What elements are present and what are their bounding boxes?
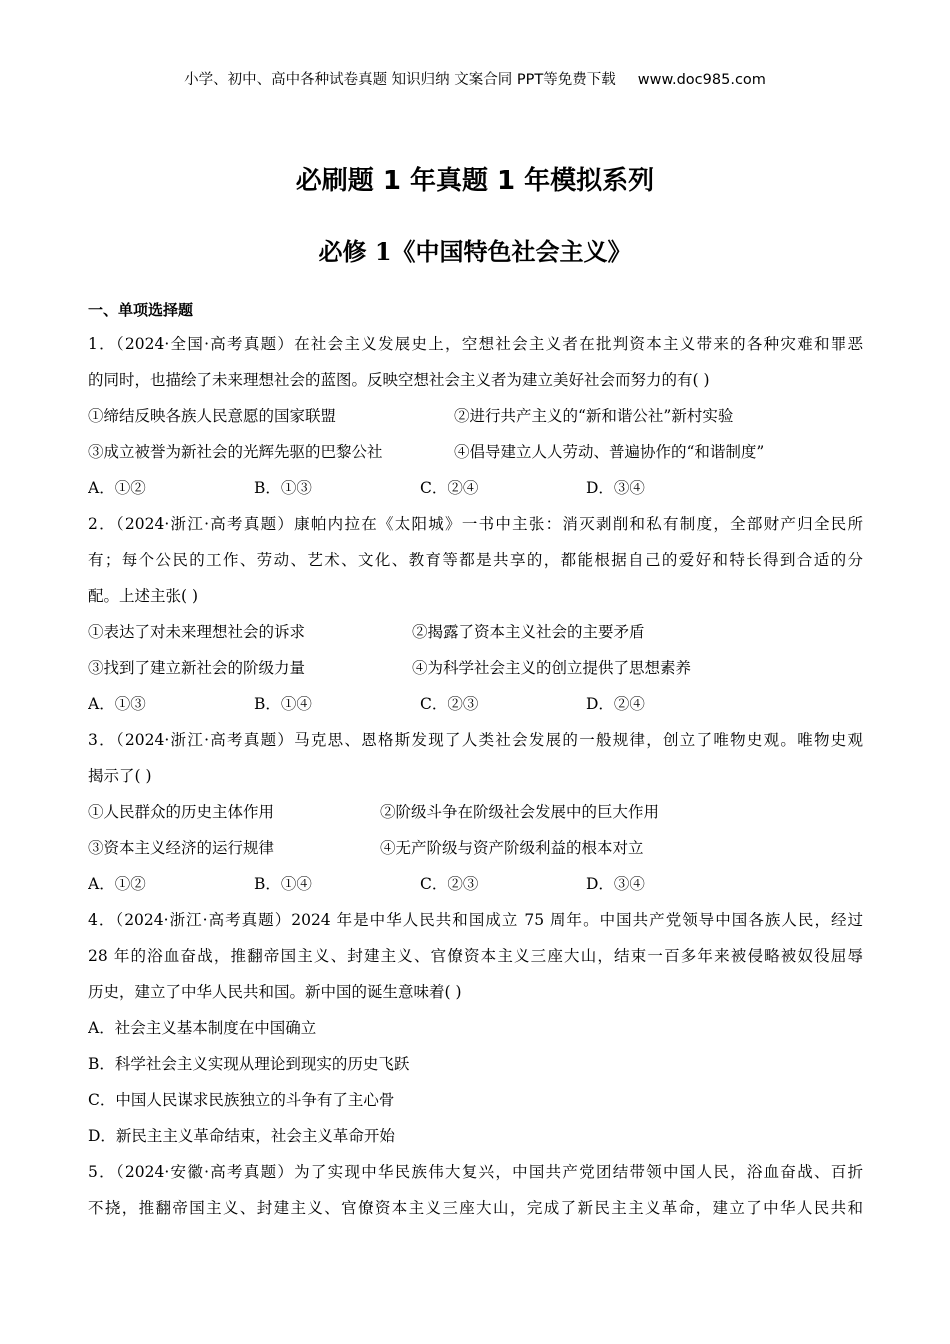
answer-choice-b[interactable]: B．①④ <box>254 695 312 713</box>
answer-choice-d[interactable]: D．②④ <box>586 695 645 713</box>
statement-option: ②进行共产主义的“新和谐公社”新村实验 <box>454 407 734 425</box>
answer-row <box>88 470 863 506</box>
page-title: 必刷题 1 年真题 1 年模拟系列 <box>295 166 655 196</box>
page-header <box>0 68 950 89</box>
question-stem-line: 28 年的浴血奋战，推翻帝国主义、封建主义、官僚资本主义三座大山，结束一百多年来被侵略被奴役屈辱 <box>88 947 863 965</box>
page-subtitle: 必修 1《中国特色社会主义》 <box>318 237 632 266</box>
answer-choice-d[interactable]: D．新民主主义革命结束，社会主义革命开始 <box>88 1127 395 1145</box>
header-site-link[interactable]: www.doc985.com <box>637 72 766 88</box>
question-stem-line: 1．（2024·全国·高考真题）在社会主义发展史上，空想社会主义者在批判资本主义带来的各种灾难和罪恶 <box>88 335 863 353</box>
section-heading: 一、单项选择题 <box>88 301 194 319</box>
statement-option: ③资本主义经济的运行规律 <box>88 839 275 857</box>
answer-choice-a[interactable]: A．①② <box>88 875 146 893</box>
answer-row <box>88 686 863 722</box>
statement-option: ③成立被誉为新社会的光辉先驱的巴黎公社 <box>88 443 383 461</box>
question-1 <box>88 326 863 506</box>
question-stem-line: 2．（2024·浙江·高考真题）康帕内拉在《太阳城》一书中主张：消灭剥削和私有制度，全部财产归全民所 <box>88 515 863 533</box>
question-stem-line: 的同时，也描绘了未来理想社会的蓝图。反映空想社会主义者为建立美好社会而努力的有( ) <box>88 371 710 389</box>
answer-choice-c[interactable]: C．中国人民谋求民族独立的斗争有了主心骨 <box>88 1091 395 1109</box>
statement-option: ③找到了建立新社会的阶级力量 <box>88 659 306 677</box>
option-row <box>88 434 863 470</box>
statement-option: ①表达了对未来理想社会的诉求 <box>88 623 306 641</box>
answer-choice-b[interactable]: B．①③ <box>254 479 312 497</box>
question-stem-line: 4．（2024·浙江·高考真题）2024 年是中华人民共和国成立 75 周年。中国共产党领导中国各族人民，经过 <box>88 911 863 929</box>
header-text: 小学、初中、高中各种试卷真题 知识归纳 文案合同 PPT等免费下载 <box>184 72 616 88</box>
question-stem-line: 有；每个公民的工作、劳动、艺术、文化、教育等都是共享的，都能根据自己的爱好和特长得到合适的分 <box>88 551 863 569</box>
statement-option: ④无产阶级与资产阶级利益的根本对立 <box>380 839 644 857</box>
option-row <box>88 614 863 650</box>
question-stem-line: 不挠，推翻帝国主义、封建主义、官僚资本主义三座大山，完成了新民主主义革命，建立了中华人民共和 <box>88 1199 863 1217</box>
question-4 <box>88 902 863 1154</box>
question-2 <box>88 506 863 722</box>
option-row <box>88 794 863 830</box>
answer-choice-d[interactable]: D．③④ <box>586 479 645 497</box>
question-stem-line: 历史，建立了中华人民共和国。新中国的诞生意味着( ) <box>88 983 462 1001</box>
answer-choice-b[interactable]: B．科学社会主义实现从理论到现实的历史飞跃 <box>88 1055 410 1073</box>
answer-choice-a[interactable]: A．①③ <box>88 695 146 713</box>
option-row <box>88 830 863 866</box>
statement-option: ④为科学社会主义的创立提供了思想素养 <box>412 659 692 677</box>
answer-choice-d[interactable]: D．③④ <box>586 875 645 893</box>
option-row <box>88 398 863 434</box>
answer-choice-a[interactable]: A．社会主义基本制度在中国确立 <box>88 1019 317 1037</box>
option-row <box>88 650 863 686</box>
question-stem-line: 揭示了( ) <box>88 767 152 785</box>
statement-option: ①缔结反映各族人民意愿的国家联盟 <box>88 407 337 425</box>
answer-choice-c[interactable]: C．②③ <box>420 695 479 713</box>
answer-choice-c[interactable]: C．②③ <box>420 875 479 893</box>
question-5 <box>88 1154 863 1226</box>
statement-option: ①人民群众的历史主体作用 <box>88 803 275 821</box>
statement-option: ②阶级斗争在阶级社会发展中的巨大作用 <box>380 803 660 821</box>
answer-choice-a[interactable]: A．①② <box>88 479 146 497</box>
statement-option: ②揭露了资本主义社会的主要矛盾 <box>412 623 645 641</box>
statement-option: ④倡导建立人人劳动、普遍协作的“和谐制度” <box>454 443 765 461</box>
answer-row <box>88 866 863 902</box>
question-3 <box>88 722 863 902</box>
question-stem-line: 配。上述主张( ) <box>88 587 199 605</box>
answer-choice-c[interactable]: C．②④ <box>420 479 479 497</box>
answer-choice-b[interactable]: B．①④ <box>254 875 312 893</box>
question-stem-line: 5．（2024·安徽·高考真题）为了实现中华民族伟大复兴，中国共产党团结带领中国人民，浴血奋战、百折 <box>88 1163 863 1181</box>
question-stem-line: 3．（2024·浙江·高考真题）马克思、恩格斯发现了人类社会发展的一般规律，创立了唯物史观。唯物史观 <box>88 731 863 749</box>
question-content <box>88 294 863 1226</box>
